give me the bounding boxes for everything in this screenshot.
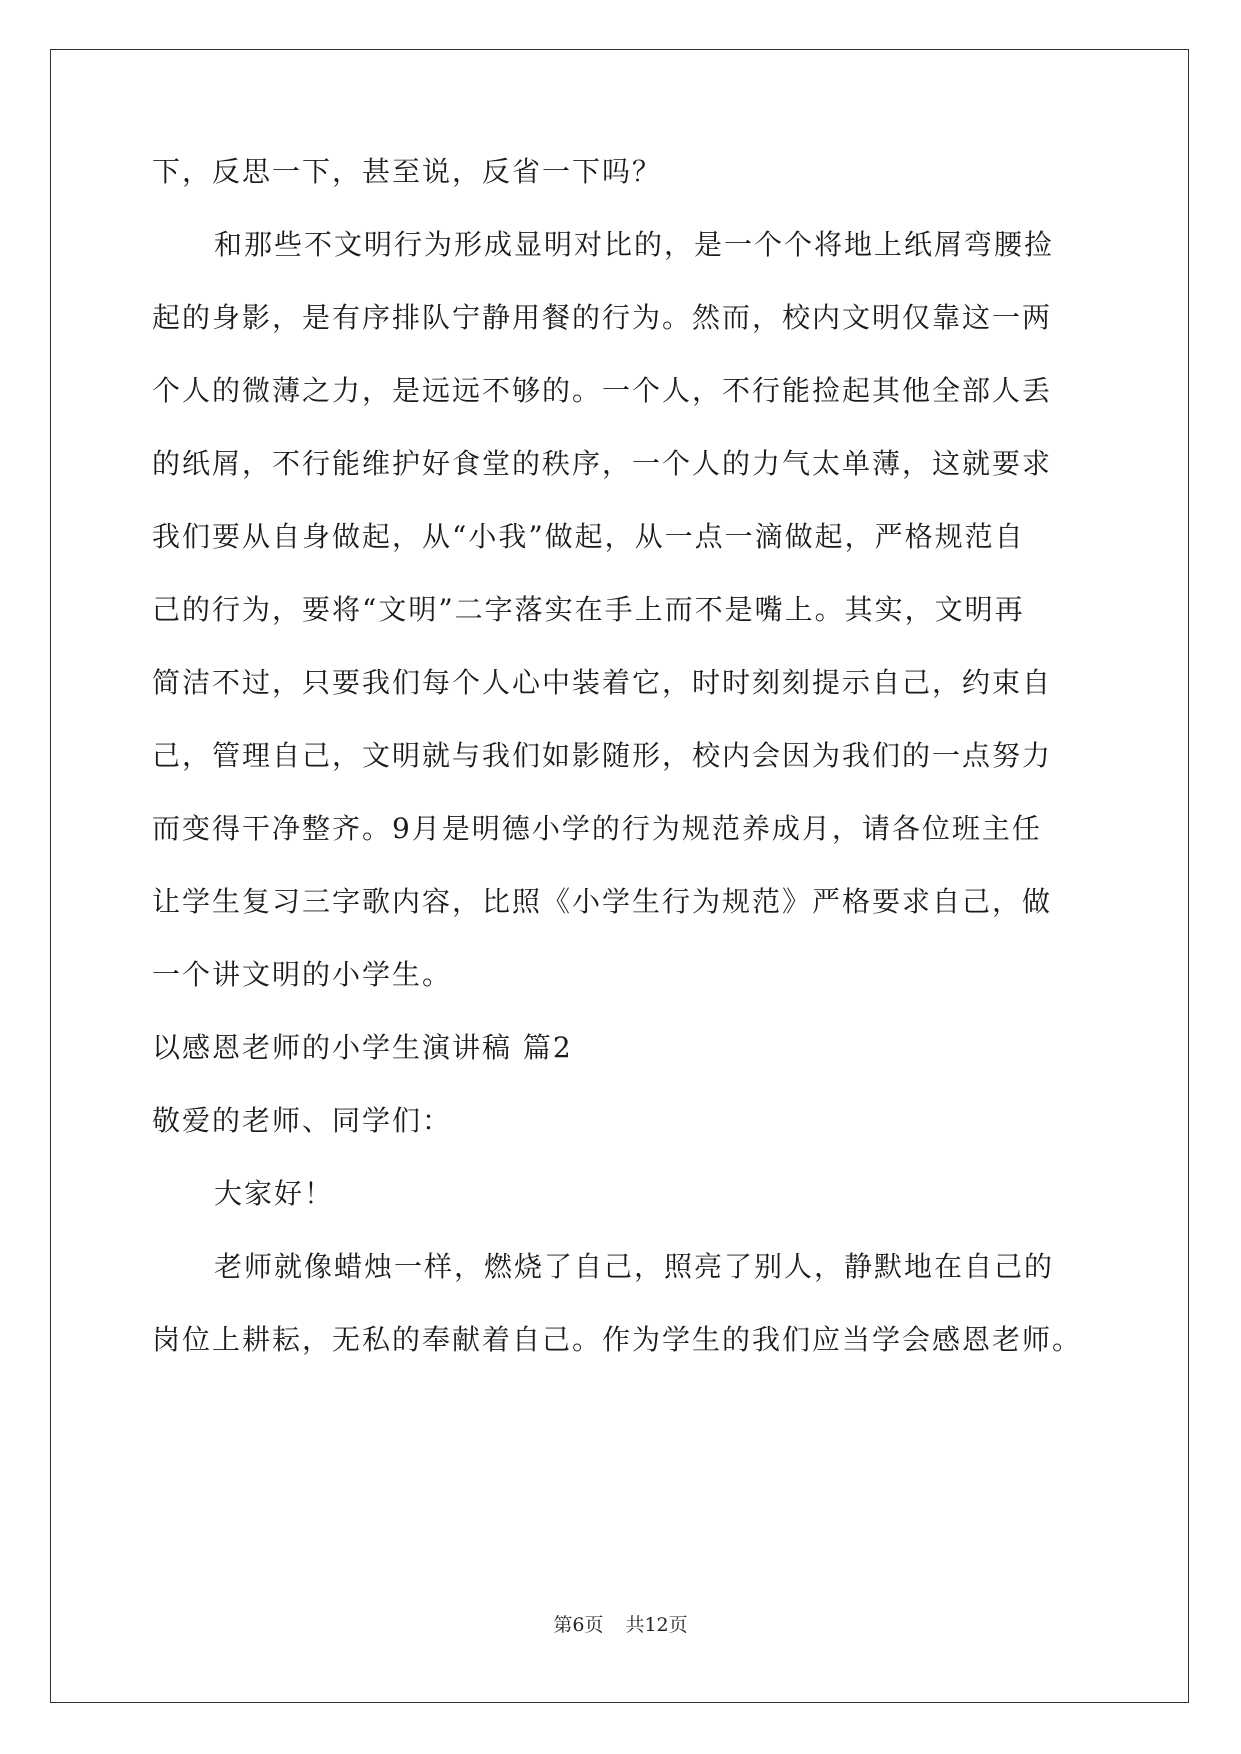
section-heading: 以感恩老师的小学生演讲稿 篇2 [152,1031,573,1064]
greeting: 大家好！ [214,1177,335,1210]
text-line: 而变得干净整齐。9月是明德小学的行为规范养成月，请各位班主任 [152,812,1042,845]
text-line: 起的身影，是有序排队宁静用餐的行为。然而，校内文明仅靠这一两 [152,301,1053,334]
page-number: 第6页 [553,1614,604,1636]
salutation: 敬爱的老师、同学们： [152,1104,453,1137]
text-line: 下，反思一下，甚至说，反省一下吗？ [152,155,663,188]
text-line: 个人的微薄之力，是远远不够的。一个人，不行能捡起其他全部人丢 [152,374,1053,407]
text-line: 老师就像蜡烛一样，燃烧了自己，照亮了别人，静默地在自己的 [214,1250,1055,1283]
text-line: 和那些不文明行为形成显明对比的，是一个个将地上纸屑弯腰捡 [214,228,1055,261]
text-line: 让学生复习三字歌内容，比照《小学生行为规范》严格要求自己，做 [152,885,1053,918]
text-line: 一个讲文明的小学生。 [152,958,453,991]
text-line: 岗位上耕耘，无私的奉献着自己。作为学生的我们应当学会感恩老师。 [152,1323,1083,1356]
page-total: 共12页 [625,1614,688,1636]
page-footer [0,1612,1241,1638]
text-line: 己，管理自己，文明就与我们如影随形，校内会因为我们的一点努力 [152,739,1053,772]
text-line: 简洁不过，只要我们每个人心中装着它，时时刻刻提示自己，约束自 [152,666,1053,699]
text-line: 己的行为，要将“文明”二字落实在手上而不是嘴上。其实，文明再 [152,593,1025,626]
text-line: 我们要从自身做起，从“小我”做起，从一点一滴做起，严格规范自 [152,520,1025,553]
text-line: 的纸屑，不行能维护好食堂的秩序，一个人的力气太单薄，这就要求 [152,447,1053,480]
